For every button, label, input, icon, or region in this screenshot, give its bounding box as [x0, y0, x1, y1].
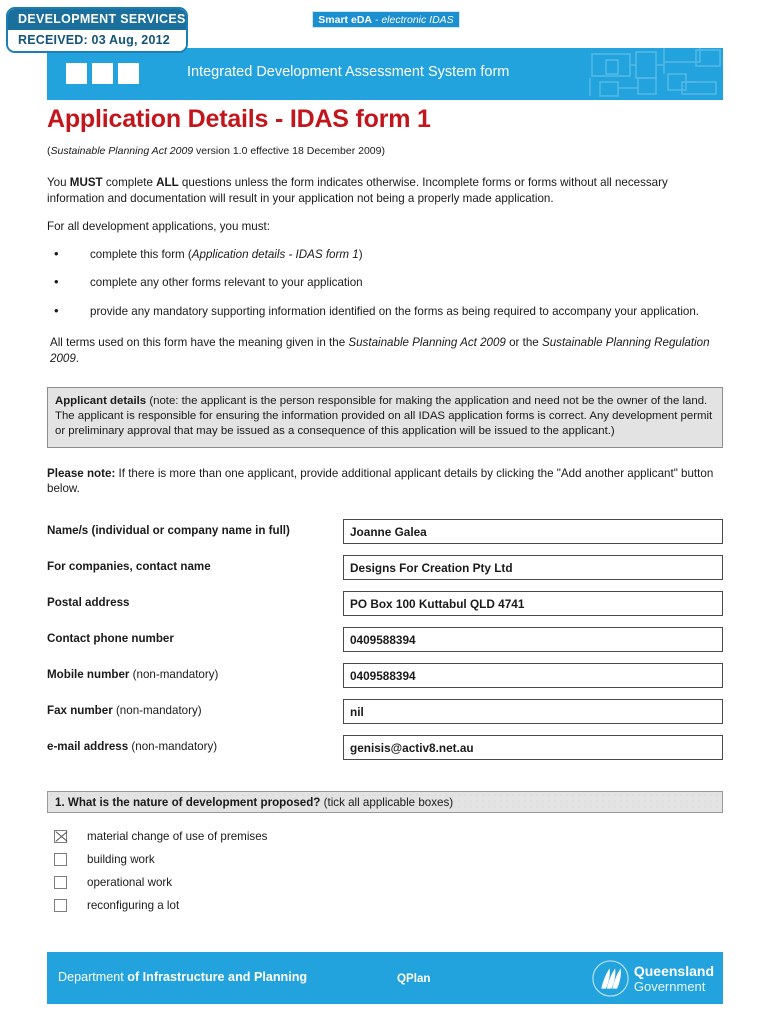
option-material-change-of-use[interactable] [47, 830, 723, 843]
checkbox-building-work[interactable] [54, 853, 67, 866]
input-fax[interactable]: nil [343, 699, 723, 724]
option-label: operational work [87, 875, 173, 889]
input-mobile[interactable]: 0409588394 [343, 663, 723, 688]
input-email[interactable]: genisis@activ8.net.au [343, 735, 723, 760]
label-text: Mobile number [47, 667, 130, 681]
input-contact-name[interactable]: Designs For Creation Pty Ltd [343, 555, 723, 580]
please-note-label: Please note: [47, 466, 116, 480]
input-contact-phone[interactable]: 0409588394 [343, 627, 723, 652]
field-row-contact-name [47, 555, 723, 580]
footer-qplan-label: QPlan [397, 972, 431, 985]
field-label-postal-address [47, 591, 343, 609]
question-1-hint: (tick all applicable boxes) [320, 795, 454, 809]
label-text: Name/s (individual or company name in full) [47, 523, 290, 537]
field-label-contact-phone [47, 627, 343, 645]
smart-eda-badge [312, 11, 460, 28]
bullet-tail: ) [358, 247, 363, 261]
field-row-postal-address [47, 591, 723, 616]
banner-title: Integrated Development Assessment System form [187, 64, 510, 80]
please-note-text: If there is more than one applicant, provide additional applicant details by clicking the "Add another applicant" button below. [47, 466, 714, 496]
terms-act-2: Sustainable Planning Regulation 2009 [50, 336, 710, 365]
terms-paragraph [50, 335, 723, 367]
must-paragraph [47, 175, 723, 206]
option-label: building work [87, 852, 155, 866]
footer-banner [47, 952, 723, 1004]
queensland-government-logo [592, 960, 714, 997]
label-text: Fax number [47, 703, 113, 717]
bullet-text: complete any other forms relevant to your application [90, 276, 363, 289]
list-item [47, 275, 723, 291]
terms-mid: or the [505, 336, 542, 349]
footer-department [58, 970, 307, 984]
smart-eda-suffix: - electronic IDAS [371, 14, 454, 26]
must-pre: You [47, 176, 70, 189]
checkbox-material-change-of-use[interactable] [54, 830, 67, 843]
circuit-pattern-icon [578, 48, 723, 100]
checkbox-operational-work[interactable] [54, 876, 67, 889]
bullet-italic: Application details - IDAS form 1 [191, 247, 359, 261]
field-label-contact-name [47, 555, 343, 573]
applicant-fields [47, 519, 723, 760]
version-line: (Sustainable Planning Act 2009 version 1.0 effective 18 December 2009) [47, 145, 385, 157]
must-post: questions unless the form indicates otherwise. Incomplete forms or forms without all necessary information and documentation will result in your application not being a properly made application. [47, 176, 668, 205]
label-suffix: (non-mandatory) [129, 667, 219, 681]
field-label-mobile [47, 663, 343, 681]
queensland-government-text [634, 964, 714, 994]
question-1-text: 1. What is the nature of development proposed? [55, 795, 321, 809]
please-note-paragraph [47, 466, 723, 497]
question-1-options [47, 830, 723, 912]
label-text: e-mail address [47, 739, 129, 753]
field-row-contact-phone [47, 627, 723, 652]
option-label: material change of use of premises [87, 829, 268, 843]
requirements-list [47, 247, 723, 320]
stamp-title: DEVELOPMENT SERVICES [8, 9, 186, 30]
label-text: For companies, contact name [47, 559, 211, 573]
label-suffix: (non-mandatory) [112, 703, 202, 717]
question-1-header [47, 791, 723, 813]
label-suffix: (non-mandatory) [128, 739, 218, 753]
queensland-emblem-icon [592, 960, 629, 997]
page-title: Application Details - IDAS form 1 [47, 105, 431, 133]
footer-department-name: of Infrastructure and Planning [127, 970, 308, 984]
option-reconfiguring-a-lot[interactable] [47, 899, 723, 912]
received-stamp [6, 7, 188, 53]
field-row-mobile [47, 663, 723, 688]
note-heading: Applicant details [55, 395, 147, 407]
banner-squares-icon [66, 63, 139, 84]
input-names[interactable]: Joanne Galea [343, 519, 723, 544]
version-act: Sustainable Planning Act 2009 [50, 145, 194, 157]
applicant-details-note [47, 387, 723, 448]
qld-line-1: Queensland [633, 962, 714, 979]
qld-line-2: Government [633, 978, 706, 994]
field-label-email [47, 735, 343, 753]
field-label-names [47, 519, 343, 537]
label-text: Contact phone number [47, 631, 174, 645]
bullet-text: complete this form ( [90, 247, 192, 261]
field-row-email [47, 735, 723, 760]
label-text: Postal address [47, 595, 130, 609]
header-banner [47, 48, 723, 100]
option-operational-work[interactable] [47, 876, 723, 889]
option-label: reconfiguring a lot [87, 898, 180, 912]
list-item [47, 304, 723, 320]
footer-department-pre: Department [58, 970, 128, 984]
terms-act-1: Sustainable Planning Act 2009 [348, 336, 506, 349]
smart-eda-prefix: Smart eDA [318, 14, 372, 26]
must-mid: complete [102, 176, 157, 189]
terms-end: . [75, 352, 80, 365]
page-content [47, 105, 723, 922]
checkbox-reconfiguring-a-lot[interactable] [54, 899, 67, 912]
input-postal-address[interactable]: PO Box 100 Kuttabul QLD 4741 [343, 591, 723, 616]
stamp-received-date: RECEIVED: 03 Aug, 2012 [8, 30, 186, 51]
field-row-fax [47, 699, 723, 724]
all-word: ALL [156, 176, 179, 189]
version-rest: version 1.0 effective 18 December 2009 [193, 145, 382, 157]
field-label-fax [47, 699, 343, 717]
bullet-text: provide any mandatory supporting information identified on the forms as being required to accompany your application. [90, 304, 700, 318]
field-row-names [47, 519, 723, 544]
note-text: (note: the applicant is the person responsible for making the application and need not be the owner of the land. The applicant is responsible for ensuring the information provided on all IDAS application forms is correct. Any development permit or preliminary approval that may be issued as a consequence of this application will be issued to the applicant.) [55, 395, 713, 438]
for-all-applications-text: For all development applications, you must: [47, 220, 270, 233]
must-word: MUST [69, 176, 103, 189]
list-item [47, 247, 723, 263]
terms-pre: All terms used on this form have the meaning given in the [50, 336, 349, 349]
option-building-work[interactable] [47, 853, 723, 866]
